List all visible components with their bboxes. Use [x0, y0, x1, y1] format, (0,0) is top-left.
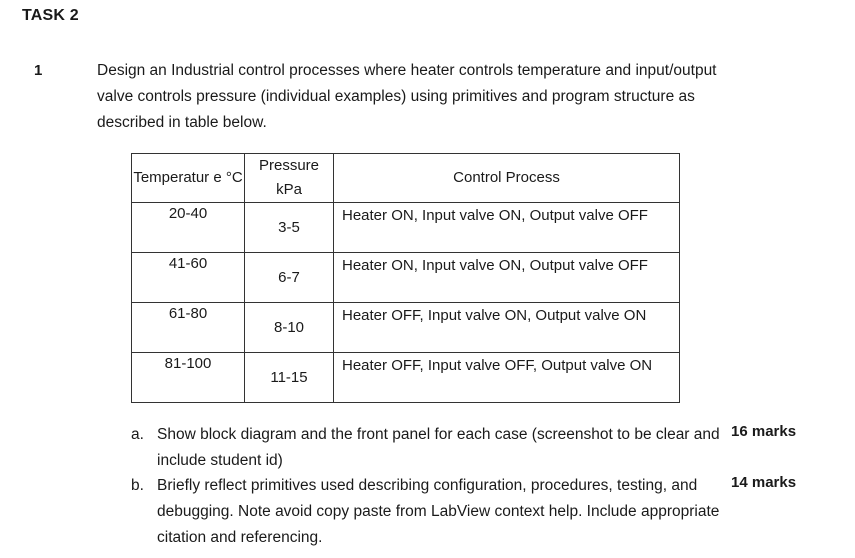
- sub-question-b: [131, 473, 731, 551]
- sub-question-text: Briefly reflect primitives used describing configuration, procedures, testing, and debugging. Note avoid copy paste from LabView context help. Include appropriate citation and referencing.: [157, 477, 720, 546]
- pressure-cell: 6-7: [245, 253, 334, 303]
- control-process-table: [131, 153, 680, 403]
- question-number: 1: [34, 62, 43, 79]
- temperature-cell: 20-40: [132, 203, 245, 253]
- pressure-cell: 3-5: [245, 203, 334, 253]
- sub-question-letter: b.: [131, 477, 144, 494]
- marks-label-a: 16 marks: [731, 423, 797, 440]
- header-pressure: Pressure kPa: [245, 154, 334, 203]
- process-cell: Heater OFF, Input valve OFF, Output valve ON: [334, 353, 680, 403]
- table-header-row: [132, 154, 680, 203]
- header-temperature: Temperatur e °C: [132, 154, 245, 203]
- table-row: [132, 203, 680, 253]
- process-cell: Heater ON, Input valve ON, Output valve OFF: [334, 253, 680, 303]
- temperature-cell: 41-60: [132, 253, 245, 303]
- question-text: Design an Industrial control processes where heater controls temperature and input/output valve controls pressure (individual examples) using primitives and program structure as described in table below.: [97, 62, 717, 131]
- temperature-cell: 81-100: [132, 353, 245, 403]
- sub-question-text: Show block diagram and the front panel for each case (screenshot to be clear and include student id): [157, 426, 720, 469]
- sub-question-letter: a.: [131, 426, 144, 443]
- process-cell: Heater OFF, Input valve ON, Output valve ON: [334, 303, 680, 353]
- table-row: [132, 353, 680, 403]
- sub-question-a: [131, 422, 731, 474]
- table-row: [132, 303, 680, 353]
- header-control-process: Control Process: [334, 154, 680, 203]
- marks-label-b: 14 marks: [731, 474, 797, 491]
- table-row: [132, 253, 680, 303]
- task-title: TASK 2: [22, 7, 79, 24]
- process-cell: Heater ON, Input valve ON, Output valve OFF: [334, 203, 680, 253]
- temperature-cell: 61-80: [132, 303, 245, 353]
- pressure-cell: 8-10: [245, 303, 334, 353]
- pressure-cell: 11-15: [245, 353, 334, 403]
